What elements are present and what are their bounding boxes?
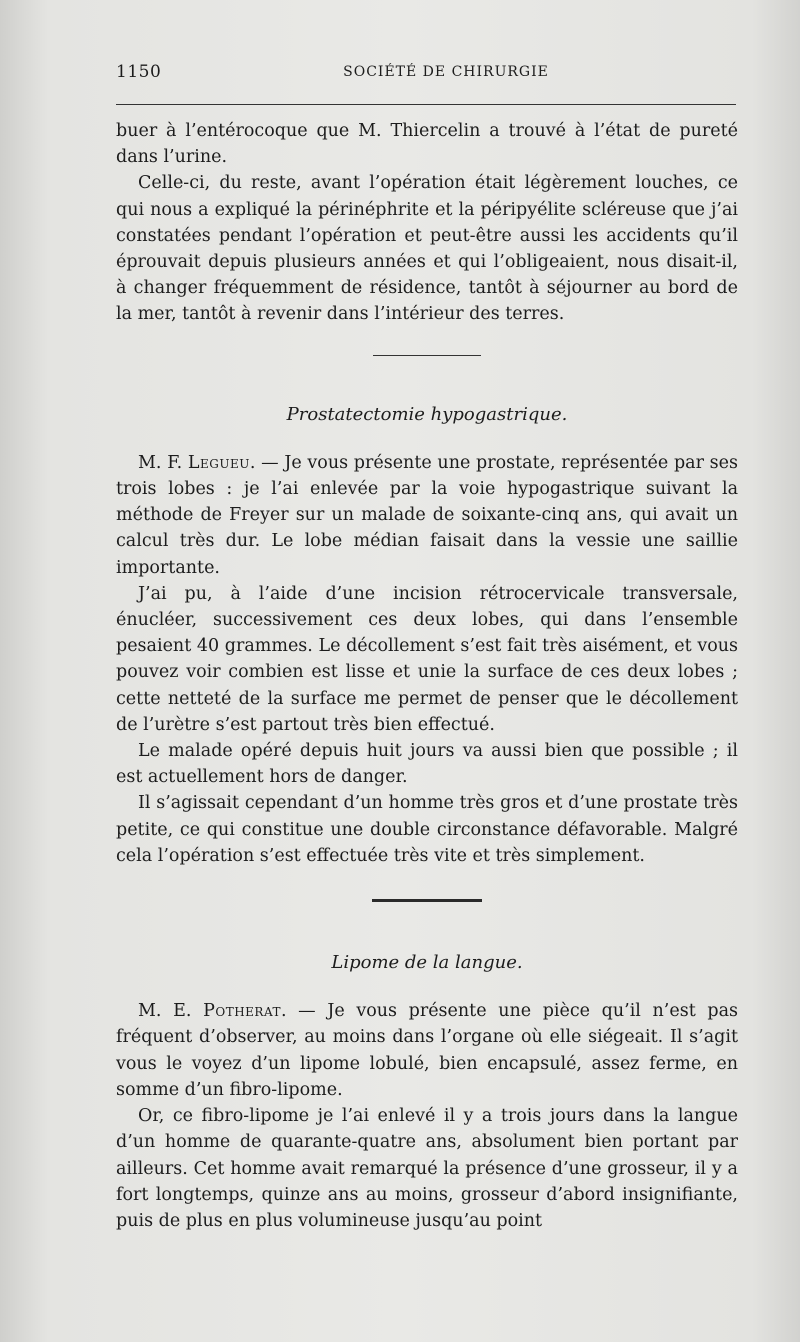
- section-title-lipome: Lipome de la langue.: [331, 952, 523, 974]
- running-title: SOCIÉTÉ DE CHIRURGIE: [343, 64, 549, 80]
- paragraph: Le malade opéré depuis huit jours va aussi bien que possible ; il est actuellement hors de danger.: [116, 741, 738, 788]
- speaker-prefix: M. E.: [138, 1001, 204, 1022]
- page-number: 1150: [116, 62, 162, 82]
- paragraph: Celle-ci, du reste, avant l’opération était légèrement louches, ce qui nous a expliqué la périnéphrite et la péripyélite scléreuse que j’ai constatées pendant l’opération et peut-être aussi les accidents qu’il éprouvait depuis plusieurs années et qui l’obligeaient, nous disait-il, à changer fréquemment de résidence, tantôt à séjourner au bord de la mer, tantôt à revenir dans l’intérieur des terres.: [116, 173, 738, 325]
- paragraph: buer à l’entérocoque que M. Thiercelin a trouvé à l’état de pureté dans l’urine.: [116, 121, 738, 168]
- speaker-prefix: M. F.: [138, 452, 188, 473]
- paragraph-text: . — Je vous présente une prostate, représentée par ses trois lobes : je l’ai enlevée par la voie hypogastrique suivant la méthode de Freyer sur un malade de soixante-cinq ans, qui avait un calcul très dur. Le lobe médian faisait dans la vessie une saillie importante.: [116, 452, 738, 578]
- paragraph: [116, 450, 738, 581]
- header-rule: [116, 104, 736, 105]
- paragraph: Or, ce fibro-lipome je l’ai enlevé il y a trois jours dans la langue d’un homme de quarante-quatre ans, absolument bien portant par ailleurs. Cet homme avait remarqué la présence d’une grosseur, il y a fort longtemps, quinze ans au moins, grosseur d’abord insignifiante, puis de plus en plus volumineuse jusqu’au point: [116, 1106, 738, 1231]
- page-header: [116, 62, 736, 86]
- paragraph: [116, 998, 738, 1103]
- speaker-name: Potherat: [203, 1001, 281, 1022]
- paragraph: J’ai pu, à l’aide d’une incision rétrocervicale transversale, énucléer, successivement ces deux lobes, qui dans l’ensemble pesaient 40 grammes. Le décollement s’est fait très aisément, et vous pouvez voir combien est lisse et unie la surface de ces deux lobes ; cette netteté de la surface me permet de penser que le décollement de l’urètre s’est partout très bien effectué.: [116, 583, 738, 735]
- paragraph: Il s’agissait cependant d’un homme très gros et d’une prostate très petite, ce qui constitue une double circonstance défavorable. Malgré cela l’opération s’est effectuée très vite et très simplement.: [116, 793, 738, 866]
- section-title-prostatectomie: Prostatectomie hypogastrique.: [286, 403, 568, 425]
- speaker-name: Legueu: [187, 452, 250, 473]
- paragraph-text: . — Je vous présente une pièce qu’il n’est pas fréquent d’observer, au moins dans l’organe où elle siégeait. Il s’agit vous le voyez d’un lipome lobulé, bien encapsulé, assez ferme, en somme d’un fibro-lipome.: [116, 1001, 738, 1100]
- body-text: [116, 118, 738, 1234]
